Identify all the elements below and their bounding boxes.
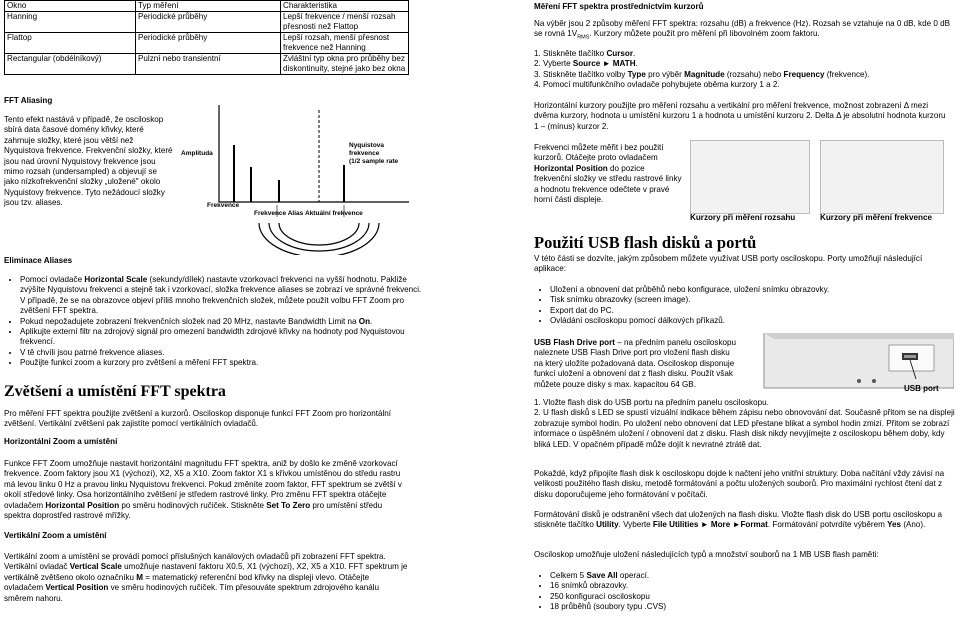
elim-list	[4, 275, 425, 369]
aliasing-figure	[179, 105, 419, 255]
list-item: 2. U flash disků s LED se spustí vizuální indikace během zápisu nebo obnovování dat. Současně přitom se na displeji zobrazuje symbol hodin. Po uložení nebo obnovení dat LED přestane blikat a symbol hodin zmizí. Přitom se zobrazí informace o úspěšném uložení / obnovení dat z disku. Flash disk nikdy nevyjímejte z osciloskopu během doby, kdy bliká LED. V opačném případě může dojít k nevratné ztrátě dat.	[534, 408, 955, 449]
list-item: • Ovládání osciloskopu pomocí dálkových příkazů.	[550, 316, 950, 326]
cursors-intro: Na výběr jsou 2 způsoby měření FFT spektra: rozsahu (dB) a frekvence (Hz). Rozsah se vztahuje na 0 dB, kde 0 dB se rovná $1V_{RMS}$. Kurzory můžete použít pro měření při libovolném zoom faktoru.	[534, 19, 950, 42]
v-zoom-text: Vertikální zoom a umístění se provádí pomocí příslušných kanálových ovladačů při zobrazení FFT spektra. Vertikální ovladač Vertical Scale umožňuje nastavení faktoru X0.5, X1 (výchozí), X2, X5 a X10. FFT spektrum je vertikálně zvětšeno okolo označníku M = matematický referenční bod křivky na displeji vlevo. Otáčejte ovladačem Vertical Position ve směru hodinových ručiček. Tím přesouváte spektrum zdrojového kanálu směrem nahoru.	[4, 552, 408, 603]
alias-frequency-label: Frekvence Alias	[254, 210, 304, 217]
cursor-frequency-caption: Kurzory při měření frekvence	[820, 213, 933, 222]
usb-format-text: Formátování disků je odstranění všech dat uložených na flash disku. Vložte flash disk do USB portu osciloskopu a stiskněte tlačítko Utility. Vyberte File Utilities ► More ►Format. Formátování potvrdíte výběrem Yes (Ano).	[534, 510, 943, 530]
list-item: • Celkem 5 Save All operací.	[550, 571, 950, 581]
usb-save-intro: Osciloskop umožňuje uložení následujících typů a množství souborů na 1 MB USB flash paměti:	[534, 550, 879, 559]
list-item: • V tě chvíli jsou patrné frekvence aliases.	[20, 348, 425, 358]
table-row	[5, 54, 409, 75]
nyquist-label: Nyquistova	[349, 142, 385, 149]
table-cell: Zvláštní typ okna pro průběhy bez diskontinuity, stejné jako bez okna	[281, 54, 409, 75]
table-cell: Flattop	[5, 33, 136, 54]
usb-save-list	[534, 571, 950, 613]
usb-heading: Použití USB flash disků a portů	[534, 233, 757, 252]
v-zoom-heading: Vertikální Zoom a umístění	[4, 531, 107, 540]
cursor-frequency-screenshot	[820, 140, 944, 214]
table-cell: Pulzní nebo transientní	[136, 54, 281, 75]
table-cell: Lepší rozsah, menší přesnost frekvence než Hanning	[281, 33, 409, 54]
table-header-cell: Charakteristika	[281, 1, 409, 12]
list-item: • 16 snímků obrazovky.	[550, 581, 950, 591]
list-item: • Uložení a obnovení dat průběhů nebo konfigurace, uložení snímku obrazovky.	[550, 285, 950, 295]
table-cell: Hanning	[5, 12, 136, 33]
list-item: 2. Vyberte Source ► MATH.	[534, 59, 638, 69]
cursor-magnitude-screenshot	[690, 140, 810, 214]
usb-port-figure	[754, 333, 954, 393]
list-item: • 18 průběhů (soubory typu .CVS)	[550, 602, 950, 612]
usb-steps	[534, 398, 955, 450]
nyquist-label: (1/2 sample rate	[349, 158, 399, 165]
window-table	[4, 0, 409, 75]
list-item: • Export dat do PC.	[550, 306, 950, 316]
usb-intro: V této části se dozvíte, jakým způsobem můžete využívat USB porty osciloskopu. Porty umožňují následující aplikace:	[534, 254, 923, 274]
cursors-horizontal-text: Horizontální kurzory použijte pro měření rozsahu a vertikální pro měření frekvence, možnost zobrazení Δ mezi dvěma kurzory, hodnota u umístění kurzoru 1 a hodnota u umístění kurzoru 2. Delta Δ je absolutní hodnota kurzoru 1 – (mínus) kurzor 2.	[534, 101, 946, 131]
nyquist-label: frekvence	[349, 150, 380, 157]
frequency-label: Frekvence	[207, 202, 240, 209]
list-item: • 250 konfigurací osciloskopu	[550, 592, 950, 602]
aliasing-text: Tento efekt nastává v případě, že osciloskop sbírá data časové domény křivky, které zahrnuje složky, které jsou větší než Nyquistova frekvence. Frekvenční složky, které jsou nad úrovní Nyquistovy frekvence jsou mimo rozsah (undersampled) a objevují se jako nízkofrekvenční složky „uložené" okolo Nyquistovy frekvence. Tyto nežádoucí složky jsou tzv. aliases.	[4, 115, 173, 208]
h-zoom-text: Funkce FFT Zoom umožňuje nastavit horizontální magnitudu FFT spektra, aniž by došlo ke změně vzorkovací frekvence. Zoom faktory jsou X1 (výchozí), X2, X5 a X10. Zoom faktor X1 s křivkou umístěnou do středu rastru má levou linku 0 Hz a pravou linku Nyquistovu frekvenci. Pokud změníte zoom faktor, FFT spektrum se zvětší v okolí středové linky. Osa horizontálního zvětšení je středem rastrové linky. Pro změnu FFT spektra otáčejte ovladačem Horizontal Position po směru hodinových ručiček. Stiskněte Set To Zero pro umístění středu spektra doprostřed rastrové mřížky.	[4, 459, 402, 521]
list-item: • Tisk snímku obrazovky (screen image).	[550, 295, 950, 305]
window-table-header	[5, 1, 409, 12]
table-cell: Periodické průběhy	[136, 12, 281, 33]
cursor-magnitude-caption: Kurzory při měření rozsahu	[690, 213, 796, 222]
zoom-heading: Zvětšení a umístění FFT spektra	[4, 383, 226, 400]
cursor-steps	[534, 49, 955, 91]
left-column	[4, 0, 422, 603]
list-item: 4. Pomocí multifunkčního ovladače pohybujete oběma kurzory 1 a 2.	[534, 80, 780, 90]
list-item: • Pokud nepožadujete zobrazení frekvenčních složek nad 20 MHz, nastavte Bandwidth Limit na On.	[20, 317, 425, 327]
table-cell: Periodické průběhy	[136, 33, 281, 54]
table-row	[5, 33, 409, 54]
list-item: 1. Vložte flash disk do USB portu na předním panelu osciloskopu.	[534, 398, 769, 407]
list-item: • Pomocí ovladače Horizontal Scale (sekundy/dílek) nastavte vzorkovací frekvenci na vyšší hodnotu. Pakliže zvýšíte Nyquistovu frekvenci a stejně tak i vzorkovací, složka frekvence aliases se zobrazí ve správné frekvenci. V případě, že se na obrazovce objeví příliš mnoho frekvenčních složek, můžete použít volbu FFT Zoom pro zvětšení FFT spektra.	[20, 275, 425, 317]
usb-port-label: USB port	[904, 384, 939, 393]
alias-arcs	[259, 223, 379, 255]
zoom-intro: Pro měření FFT spektra použijte zvětšení a kurzorů. Osciloskop disponuje funkcí FFT Zoom pro horizontální zvětšení. Vertikální zvětšení pak zajistíte pomocí vertikálních ovladačů.	[4, 409, 392, 429]
table-cell: Lepší frekvence / menší rozsah přesnosti než Flattop	[281, 12, 409, 33]
usb-hang-text: Pokaždé, když připojíte flash disk k osciloskopu dojde k načtení jeho vnitřní struktury. Doba načítání vždy závisí na velikosti použitého flash disku, metodě formátování a počtu uložených souborů. Pro maximální rychlost čtení dat z disku doporučujeme jeho formátování v počítači.	[534, 469, 945, 499]
usb-apps-list	[534, 285, 950, 327]
table-header-cell: Typ měření	[136, 1, 281, 12]
table-row	[5, 12, 409, 33]
actual-frequency-label: Aktuální frekvence	[305, 210, 363, 217]
elim-heading: Eliminace Aliases	[4, 256, 73, 265]
cursors-heading: Měření FFT spektra prostřednictvím kurzorů	[534, 2, 704, 11]
cursors-frequency-text: Frekvenci můžete měřit i bez použití kurzorů. Otáčejte proto ovladačem Horizontal Position do pozice frekvenční složky ve středu rastrové linky a hodnotu frekvence odečtete v pravé horní části displeje.	[534, 143, 682, 205]
amplitude-label: Amplituda	[181, 150, 213, 157]
aliasing-heading: FFT Aliasing	[4, 96, 53, 105]
h-zoom-heading: Horizontální Zoom a umístění	[4, 437, 118, 446]
list-item: 3. Stiskněte tlačítko volby Type pro výběr Magnitude (rozsahu) nebo Frequency (frekvence).	[534, 69, 870, 79]
usb-drive-text: USB Flash Drive port – na předním panelu osciloskopu naleznete USB Flash Drive port pro vložení flash disku na který uložíte požadovaná data. Osciloskop disponuje funkcí uložení a obnovení dat z flash disku. Použít však můžete pouze disky s max. kapacitou 64 GB.	[534, 338, 737, 389]
spectrum-lines	[234, 145, 344, 202]
list-item: 1. Stiskněte tlačítko Cursor.	[534, 49, 636, 58]
list-item: • Aplikujte externí filtr na zdrojový signál pro omezení bandwidth zdrojové křivky na hodnoty pod Nyquistovou frekvencí.	[20, 327, 425, 348]
table-cell: Rectangular (obdélníkový)	[5, 54, 136, 75]
list-item: • Použijte funkci zoom a kurzory pro zvětšení a měření FFT spektra.	[20, 358, 425, 368]
table-header-cell: Okno	[5, 1, 136, 12]
